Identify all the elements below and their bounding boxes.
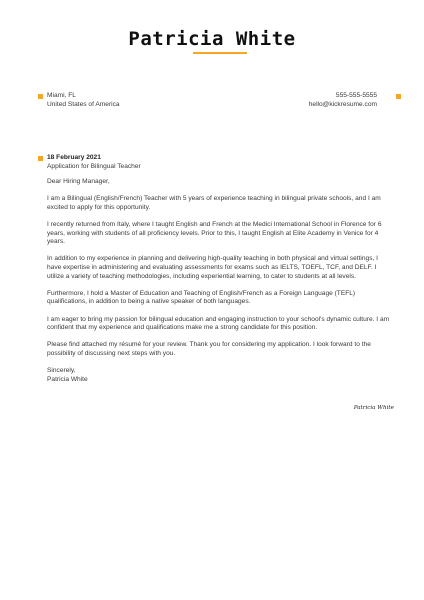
address-marker-icon: [38, 94, 43, 99]
address-block: [47, 92, 120, 109]
letter-subject: Application for Bilingual Teacher: [47, 162, 141, 170]
country: United States of America: [47, 100, 120, 108]
paragraph-1: I am a Bilingual (English/French) Teacher with 5 years of experience teaching in bilingual private schools, and I am excited to apply for this opportunity.: [47, 195, 381, 211]
paragraph-4: Furthermore, I hold a Master of Education and Teaching of English/French as a Foreign Language (TEFL) qualifications, in addition to being a native speaker of both languages.: [47, 289, 356, 306]
paragraph-5: I am eager to bring my passion for bilingual education and engaging instruction to your school's dynamic culture. I am confident that my experience and qualifications make me a strong candidate for this position.: [47, 315, 390, 332]
date-marker-icon: [38, 156, 43, 161]
paragraph-6: Please find attached my résumé for your review. Thank you for considering my application. I look forward to the possibility of discussing next steps with you.: [47, 341, 371, 357]
date-subject-block: [47, 154, 141, 171]
closing: Sincerely,: [47, 367, 76, 375]
paragraph-3: In addition to my experience in planning and delivering high-quality teaching in both physical and virtual settings, I have expertise in administering and evaluating assessments for exams such as IELTS, TOEFL, TCF, and DELF. I utilize a variety of teaching methodologies, including experiential learning, to cater to students at all levels.: [47, 255, 378, 280]
contact-marker-icon: [396, 94, 401, 99]
letter-body: [47, 178, 393, 384]
email: hello@kickresume.com: [308, 100, 377, 108]
letter-date: 18 February 2021: [47, 154, 101, 161]
applicant-name: Patricia White: [128, 28, 296, 50]
closing-name: Patricia White: [47, 375, 88, 383]
signature: Patricia White: [353, 405, 394, 411]
contact-block: [309, 92, 377, 109]
name-underline-accent: [193, 52, 247, 54]
salutation: Dear Hiring Manager,: [47, 178, 110, 185]
city: Miami, FL: [47, 92, 76, 99]
phone: 555-555-5555: [335, 92, 377, 99]
paragraph-2: I recently returned from Italy, where I taught English and French at the Medici International School in Florence for 6 years, working with students of all proficiency levels. Prior to this, I taught English at Elite Academy in Venice for 4 years.: [47, 220, 382, 246]
